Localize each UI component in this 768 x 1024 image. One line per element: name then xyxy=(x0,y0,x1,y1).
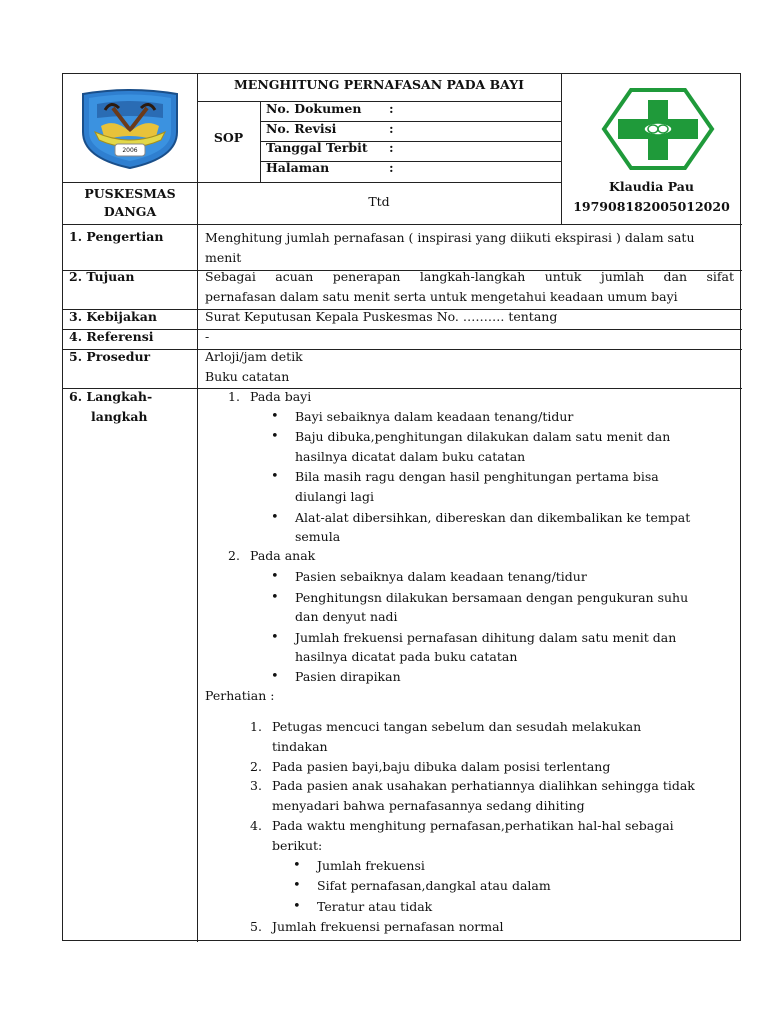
list-item: Pada pasien bayi,baju dibuka dalam posisi terlentang xyxy=(272,759,611,774)
sub-list-item: • Teratur atau tidak xyxy=(317,897,432,917)
list-number: 3. xyxy=(250,778,262,793)
sub-list-item: • Sifat pernafasan,dangkal atau dalam xyxy=(317,876,551,896)
kebijakan-label: 3. Kebijakan xyxy=(69,309,157,324)
pengertian-text-line: menit xyxy=(205,250,242,265)
referensi-text: - xyxy=(205,329,210,344)
row-divider xyxy=(63,349,742,350)
puskesmas-logo xyxy=(601,88,715,170)
field-tanggal-terbit-label: Tanggal Terbit xyxy=(266,140,368,155)
list-item: • Pasien dirapikan xyxy=(295,667,401,687)
tujuan-text-line: pernafasan dalam satu menit serta untuk mengetahui keadaan umum bayi xyxy=(205,289,678,304)
pada-anak-heading: Pada anak xyxy=(250,548,316,563)
kebijakan-text: Surat Keputusan Kepala Puskesmas No. ………. tentang xyxy=(205,309,558,324)
signer-name: Klaudia Pau xyxy=(609,179,694,194)
list-item: • Penghitungsn dilakukan bersamaan dengan pengukuran suhu xyxy=(295,588,688,608)
list-item: • Pasien sebaiknya dalam keadaan tenang/tidur xyxy=(295,567,587,587)
list-item: Jumlah frekuensi pernafasan normal xyxy=(272,919,504,934)
regency-emblem-icon xyxy=(75,88,185,170)
list-item-continuation: semula xyxy=(295,529,341,544)
sop-document xyxy=(62,73,741,941)
list-item: • Jumlah frekuensi pernafasan dihitung dalam satu menit dan xyxy=(295,628,676,648)
field-separator: : xyxy=(389,160,394,175)
field-halaman-label: Halaman xyxy=(266,160,330,175)
list-item: • Alat-alat dibersihkan, dibereskan dan dikembalikan ke tempat xyxy=(295,508,690,528)
signature-placeholder: Ttd xyxy=(368,194,390,209)
list-number: 4. xyxy=(250,818,262,833)
puskesmas-cross-icon xyxy=(601,88,715,170)
field-separator: : xyxy=(389,140,394,155)
referensi-label: 4. Referensi xyxy=(69,329,154,344)
sub-list-item: • Jumlah frekuensi xyxy=(317,856,425,876)
perhatian-heading: Perhatian : xyxy=(205,688,275,703)
list-item: Pada pasien anak usahakan perhatiannya dialihkan sehingga tidak xyxy=(272,778,695,793)
row-divider xyxy=(63,329,742,330)
list-number: 1. xyxy=(250,719,262,734)
tujuan-text-line: Sebagai acuan penerapan langkah-langkah untuk jumlah dan sifat xyxy=(205,269,734,284)
list-number: 2. xyxy=(250,759,262,774)
list-item-continuation: menyadari bahwa pernafasannya sedang dihiting xyxy=(272,798,585,813)
signer-nip: 197908182005012020 xyxy=(573,199,730,214)
list-item-continuation: diulangi lagi xyxy=(295,489,374,504)
list-item: • Baju dibuka,penghitungan dilakukan dalam satu menit dan xyxy=(295,427,670,447)
row-divider xyxy=(63,224,742,225)
list-item: • Bayi sebaiknya dalam keadaan tenang/tidur xyxy=(295,407,573,427)
list-number: 1. xyxy=(228,389,240,404)
list-number: 5. xyxy=(250,919,262,934)
tujuan-label: 2. Tujuan xyxy=(69,269,135,284)
header-divider xyxy=(63,182,561,183)
field-separator: : xyxy=(389,121,394,136)
logo-year: 2006 xyxy=(122,147,138,154)
field-no-dokumen-label: No. Dokumen xyxy=(266,101,362,116)
prosedur-item: Buku catatan xyxy=(205,369,290,384)
list-item-continuation: tindakan xyxy=(272,739,328,754)
institution-place: DANGA xyxy=(103,204,157,219)
list-number: 2. xyxy=(228,548,240,563)
list-item-continuation: dan denyut nadi xyxy=(295,609,398,624)
row-divider xyxy=(63,388,742,389)
pada-bayi-heading: Pada bayi xyxy=(250,389,312,404)
langkah-label: 6. Langkah- xyxy=(69,389,153,404)
langkah-label: langkah xyxy=(91,409,148,424)
field-separator: : xyxy=(389,101,394,116)
document-title: MENGHITUNG PERNAFASAN PADA BAYI xyxy=(233,77,525,92)
list-item-continuation: hasilnya dicatat pada buku catatan xyxy=(295,649,518,664)
list-item: • Bila masih ragu dengan hasil penghitungan pertama bisa xyxy=(295,467,659,487)
prosedur-item: Arloji/jam detik xyxy=(205,349,303,364)
list-item-continuation: hasilnya dicatat dalam buku catatan xyxy=(295,449,526,464)
list-item: Petugas mencuci tangan sebelum dan sesudah melakukan xyxy=(272,719,642,734)
institution-name: PUSKESMAS xyxy=(84,186,176,201)
list-item-continuation: berikut: xyxy=(272,838,323,853)
list-item: Pada waktu menghitung pernafasan,perhatikan hal-hal sebagai xyxy=(272,818,674,833)
prosedur-label: 5. Prosedur xyxy=(69,349,151,364)
sop-label: SOP xyxy=(213,130,244,145)
title-underline xyxy=(197,101,561,102)
field-no-revisi-label: No. Revisi xyxy=(266,121,337,136)
pengertian-text-line: Menghitung jumlah pernafasan ( inspirasi yang diikuti ekspirasi ) dalam satu xyxy=(205,230,695,245)
pengertian-label: 1. Pengertian xyxy=(69,229,164,244)
regency-logo xyxy=(75,88,185,170)
